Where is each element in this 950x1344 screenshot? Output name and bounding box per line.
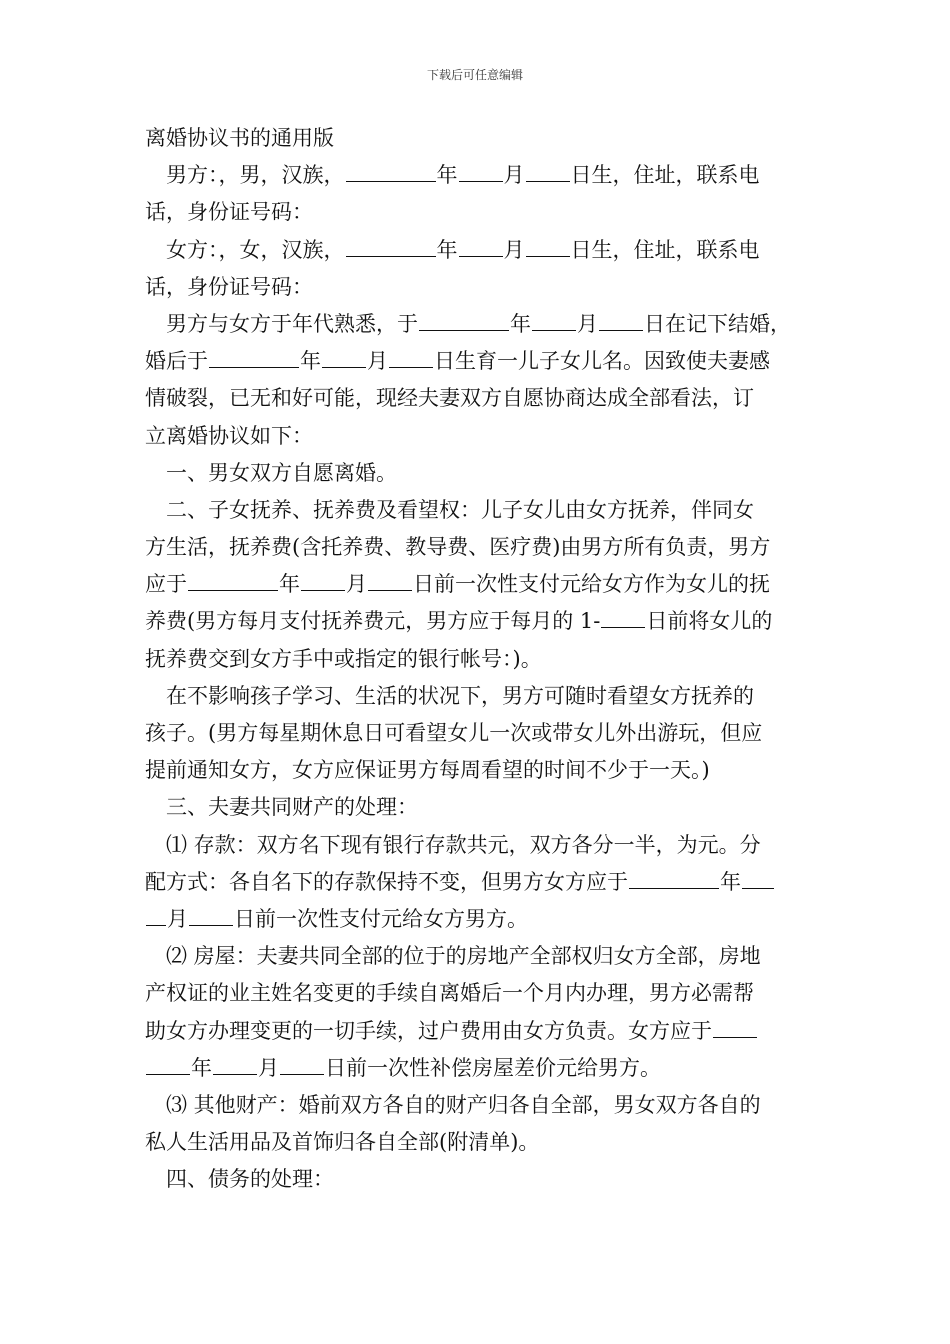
fill-in-blank <box>322 346 366 368</box>
fill-in-blank <box>213 1053 257 1075</box>
document-line <box>145 566 810 603</box>
fill-in-blank <box>209 346 299 368</box>
fill-in-blank <box>146 1053 190 1075</box>
fill-in-blank <box>526 235 570 257</box>
line-text: 男方：，男，汉族， <box>145 163 345 188</box>
fill-in-blank <box>459 160 503 182</box>
fill-in-blank <box>629 867 719 889</box>
line-text: 一、男女双方自愿离婚。 <box>145 460 397 485</box>
line-text: 年 <box>720 869 741 894</box>
line-text: 在不影响孩子学习、生活的状况下，男方可随时看望女方抚养的 <box>145 683 754 708</box>
line-text: 孩子。(男方每星期休息日可看望女儿一次或带女儿外出游玩，但应 <box>145 721 763 745</box>
line-text: 月 <box>503 237 525 262</box>
line-text: 情破裂，已无和好可能，现经夫妻双方自愿协商达成全部看法，订 <box>145 386 754 411</box>
document-line <box>145 1050 810 1087</box>
fill-in-blank <box>532 309 576 331</box>
line-text: 月 <box>258 1055 279 1080</box>
document-line <box>145 1087 810 1124</box>
line-text: 婚后于 <box>145 349 208 374</box>
line-text: 月 <box>167 906 188 931</box>
fill-in-blank <box>742 867 774 889</box>
line-text: 三、夫妻共同财产的处理： <box>145 795 418 820</box>
fill-in-blank <box>599 309 643 331</box>
document-line <box>145 306 810 343</box>
fill-in-blank <box>189 904 233 926</box>
line-text: ⑵ 房屋：夫妻共同全部的位于的房地产全部权归女方全部，房地 <box>145 944 761 969</box>
fill-in-blank <box>280 1053 324 1075</box>
document-line <box>145 120 810 157</box>
line-text: 产权证的业主姓名变更的手续自离婚后一个月内办理，男方必需帮 <box>145 981 754 1006</box>
line-text: 年 <box>191 1055 212 1080</box>
document-line <box>145 232 810 269</box>
document-line <box>145 864 810 901</box>
line-text: 应于 <box>145 572 187 597</box>
line-text: 养费(男方每月支付抚养费元，男方应于每月的 1- <box>145 609 601 634</box>
line-text: 日生，住址，联系电 <box>570 237 760 262</box>
line-text: 话，身份证号码： <box>145 274 313 299</box>
document-line <box>145 194 810 231</box>
fill-in-blank <box>419 309 509 331</box>
line-text: 配方式：各自名下的存款保持不变，但男方女方应于 <box>145 869 628 894</box>
page-header-note: 下载后可任意编辑 <box>426 68 523 82</box>
document-line <box>145 938 810 975</box>
document-line <box>145 678 810 715</box>
line-text: 日生，住址，联系电 <box>570 163 760 188</box>
line-text: 立离婚协议如下： <box>145 423 313 448</box>
line-text: 男方与女方于年代熟悉，于 <box>145 311 418 336</box>
line-text: 方生活，抚养费(含托养费、教导费、医疗费)由男方所有负责，男方 <box>145 535 771 560</box>
document-line <box>145 975 810 1012</box>
line-text: 月 <box>577 311 598 336</box>
line-text: 日前一次性补偿房屋差价元给男方。 <box>325 1055 661 1080</box>
line-text: 年 <box>279 572 300 597</box>
line-text: 日在记下结婚， <box>644 311 791 336</box>
line-text: ⑴ 存款：双方名下现有银行存款共元，双方各分一半，为元。分 <box>145 832 761 857</box>
line-text: 私人生活用品及首饰归各自全部(附清单)。 <box>145 1130 540 1155</box>
fill-in-blank <box>368 569 412 591</box>
line-text: 日前一次性支付元给女方男方。 <box>234 906 528 931</box>
document-line <box>145 157 810 194</box>
document-line <box>145 715 810 752</box>
fill-in-blank <box>188 569 278 591</box>
line-text: 月 <box>346 572 367 597</box>
document-line <box>145 603 810 640</box>
line-text: 女方：，女，汉族， <box>145 237 345 262</box>
line-text: 月 <box>503 163 525 188</box>
line-text: 四、债务的处理： <box>145 1167 334 1192</box>
document-line <box>145 455 810 492</box>
document-line <box>145 529 810 566</box>
line-text: 助女方办理变更的一切手续，过户费用由女方负责。女方应于 <box>145 1018 712 1043</box>
line-text: 年 <box>510 311 531 336</box>
line-text: 年 <box>436 237 458 262</box>
document-line <box>145 901 810 938</box>
document-line <box>145 789 810 826</box>
line-text: 日前一次性支付元给女方作为女儿的抚 <box>413 572 770 597</box>
line-text: 月 <box>367 349 388 374</box>
line-text: 提前通知女方，女方应保证男方每周看望的时间不少于一天。) <box>145 758 710 783</box>
document-line <box>145 752 810 789</box>
document-line <box>145 343 810 380</box>
fill-in-blank <box>346 160 436 182</box>
fill-in-blank <box>146 904 166 926</box>
line-text: 年 <box>300 349 321 374</box>
line-text: 日前将女儿的 <box>646 609 773 634</box>
document-line <box>145 641 810 678</box>
document-line <box>145 380 810 417</box>
fill-in-blank <box>601 606 645 628</box>
fill-in-blank <box>713 1016 757 1038</box>
document-line <box>145 827 810 864</box>
line-text: 二、子女抚养、抚养费及看望权：儿子女儿由女方抚养，伴同女 <box>145 497 754 522</box>
document-line <box>145 1013 810 1050</box>
fill-in-blank <box>459 235 503 257</box>
document-line <box>145 1161 810 1198</box>
fill-in-blank <box>526 160 570 182</box>
line-text: 年 <box>436 163 458 188</box>
document-line <box>145 1124 810 1161</box>
fill-in-blank <box>346 235 436 257</box>
fill-in-blank <box>301 569 345 591</box>
document-line <box>145 492 810 529</box>
document-line <box>145 418 810 455</box>
line-text: 抚养费交到女方手中或指定的银行帐号：)。 <box>145 646 542 671</box>
line-text: ⑶ 其他财产：婚前双方各自的财产归各自全部，男女双方各自的 <box>145 1092 761 1117</box>
document-line <box>145 269 810 306</box>
line-text: 日生育一儿子女儿名。因致使夫妻感 <box>434 349 770 374</box>
fill-in-blank <box>389 346 433 368</box>
line-text: 离婚协议书的通用版 <box>145 126 334 150</box>
agreement-body <box>145 120 810 1198</box>
line-text: 话，身份证号码： <box>145 200 313 225</box>
